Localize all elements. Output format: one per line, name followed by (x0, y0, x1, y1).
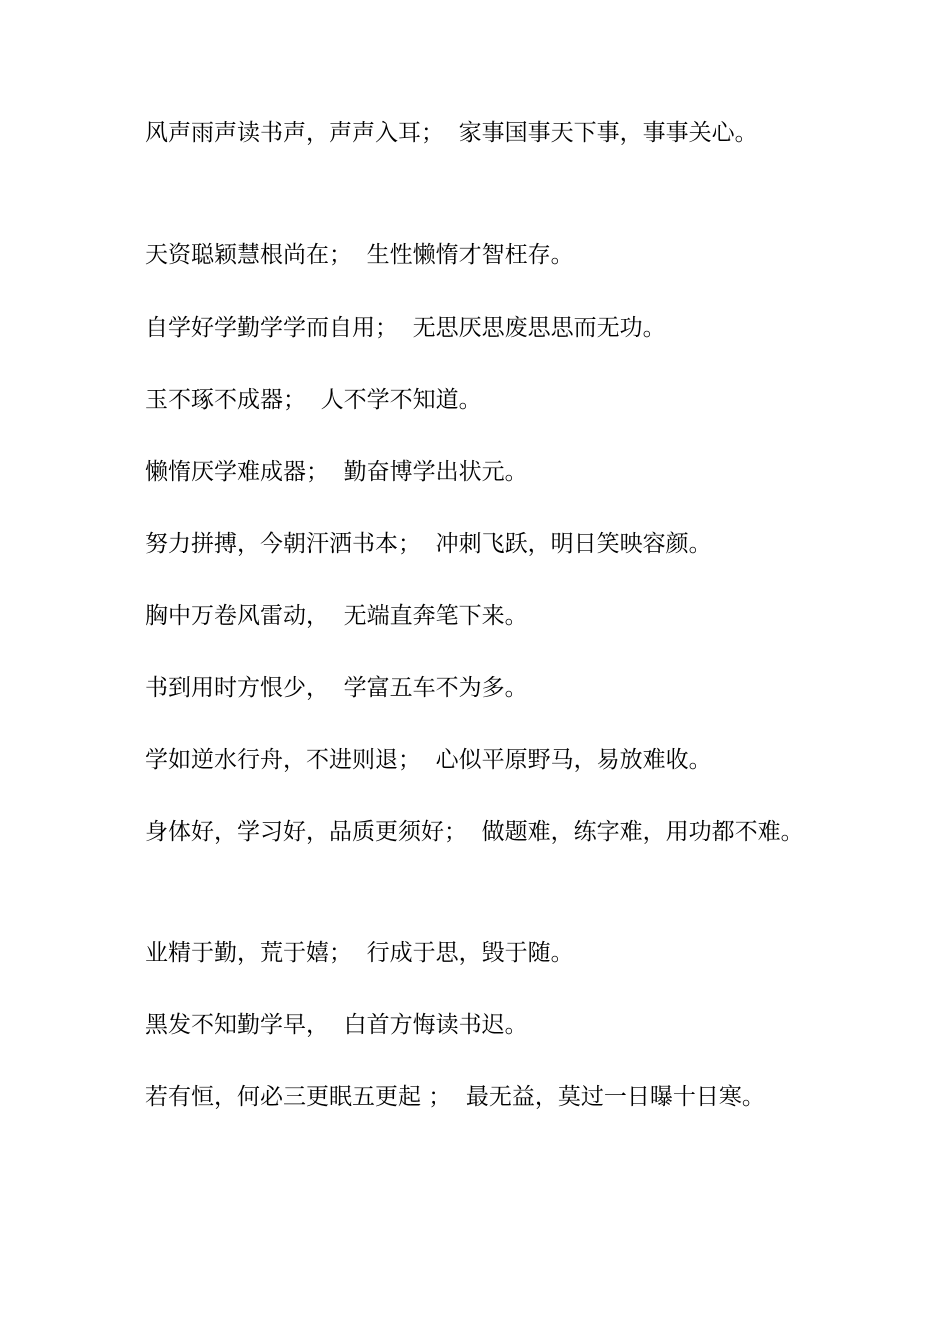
couplet-line: 天资聪颖慧根尚在； 生性懒惰才智枉存。 (145, 242, 574, 268)
couplet-line: 自学好学勤学学而自用； 无思厌思废思思而无功。 (145, 315, 666, 341)
couplet-line: 胸中万卷风雷动， 无端直奔笔下来。 (145, 603, 528, 629)
couplet-line: 学如逆水行舟，不进则退； 心似平原野马，易放难收。 (145, 747, 712, 773)
couplet-line: 风声雨声读书声，声声入耳； 家事国事天下事，事事关心。 (145, 120, 758, 146)
couplet-line: 业精于勤，荒于嬉； 行成于思，毁于随。 (145, 940, 574, 966)
couplet-line: 若有恒，何必三更眠五更起 ； 最无益，莫过一日曝十日寒。 (145, 1084, 765, 1110)
couplet-line: 书到用时方恨少， 学富五车不为多。 (145, 675, 528, 701)
couplet-line: 黑发不知勤学早， 白首方悔读书迟。 (145, 1012, 528, 1038)
couplet-line: 玉不琢不成器； 人不学不知道。 (145, 387, 482, 413)
couplet-line: 身体好，学习好，品质更须好； 做题难，练字难，用功都不难。 (145, 819, 804, 845)
couplet-line: 懒惰厌学难成器； 勤奋博学出状元。 (145, 459, 528, 485)
couplet-line: 努力拼搏，今朝汗洒书本； 冲刺飞跃，明日笑映容颜。 (145, 531, 712, 557)
